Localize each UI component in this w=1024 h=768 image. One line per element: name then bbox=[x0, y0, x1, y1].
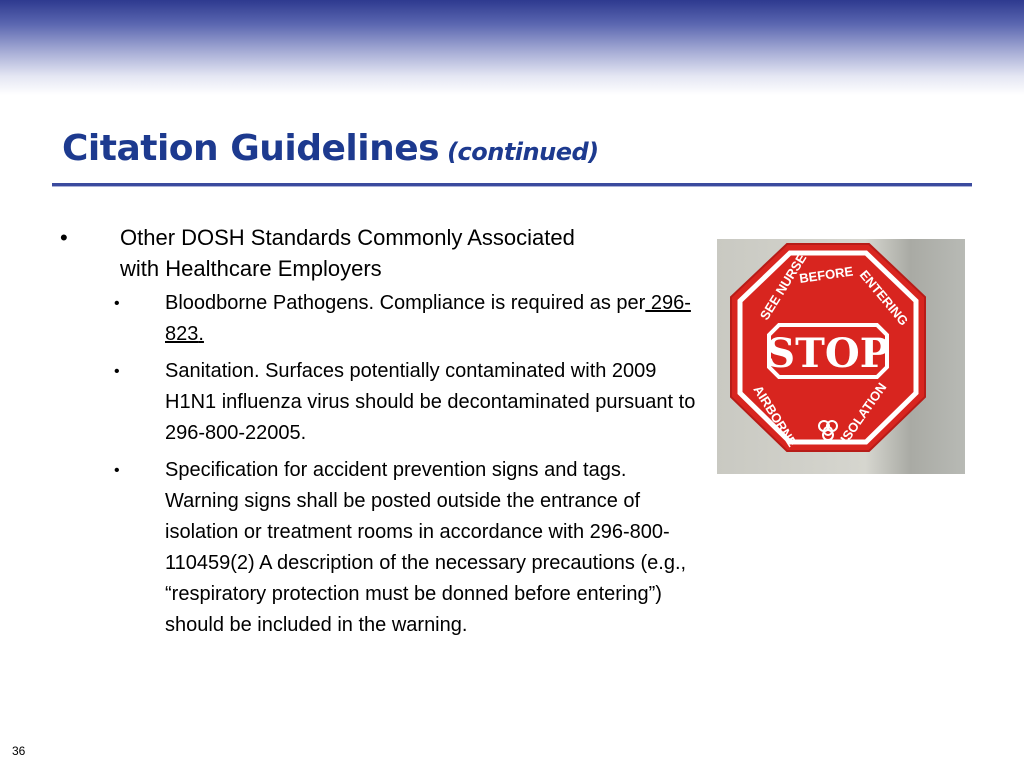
bullet-sub-sanitation-text: Sanitation. Surfaces potentially contaminated with 2009 H1N1 influenza virus should be decontaminated pursuant to 296-800-22005. bbox=[165, 360, 696, 444]
stop-sign-see-nurse-text: SEE NURSE bbox=[756, 250, 810, 323]
page-number: 36 bbox=[12, 744, 26, 758]
header-gradient-band bbox=[0, 0, 1024, 95]
stop-sign-entering-text: ENTERING bbox=[856, 267, 912, 329]
slide-body bbox=[58, 222, 698, 647]
stop-sign-airborne-text: AIRBORNE bbox=[750, 382, 800, 450]
bullet-sub-bloodborne-text: Bloodborne Pathogens. Compliance is required as per bbox=[165, 292, 646, 314]
standard-reference-link[interactable]: 296-823 bbox=[165, 292, 691, 345]
bullet-sub-bloodborne bbox=[58, 288, 698, 350]
bullet-marker: • bbox=[114, 295, 120, 312]
title-main: Citation Guidelines bbox=[62, 128, 440, 169]
bullet-sub-signs bbox=[58, 455, 698, 641]
stop-sign-photo bbox=[717, 239, 965, 474]
bullet-sub-signs-text: Specification for accident prevention signs and tags. Warning signs shall be posted outside the entrance of isolation or treatment rooms in accordance with 296-800-110459(2) A description of the necessary precautions (e.g., “respiratory protection must be donned before entering”) should be included in the warning. bbox=[165, 459, 687, 636]
title-underline bbox=[52, 183, 972, 187]
bullet-main bbox=[58, 222, 620, 284]
bullet-sub-sanitation bbox=[58, 356, 698, 449]
stop-sign-stop-text: STOP bbox=[766, 330, 890, 377]
bullet-marker: • bbox=[60, 225, 68, 250]
slide-title bbox=[62, 128, 599, 169]
bullet-sub-bloodborne-period: . bbox=[198, 323, 204, 345]
bullet-main-text: Other DOSH Standards Commonly Associated with Healthcare Employers bbox=[120, 225, 575, 281]
stop-sign-before-text: BEFORE bbox=[798, 263, 855, 286]
stop-sign-isolation-text: ISOLATION bbox=[837, 379, 890, 446]
title-subtitle: (continued) bbox=[447, 138, 599, 166]
stop-sign-illustration bbox=[717, 239, 965, 474]
bullet-marker: • bbox=[114, 462, 120, 479]
bullet-marker: • bbox=[114, 363, 120, 380]
